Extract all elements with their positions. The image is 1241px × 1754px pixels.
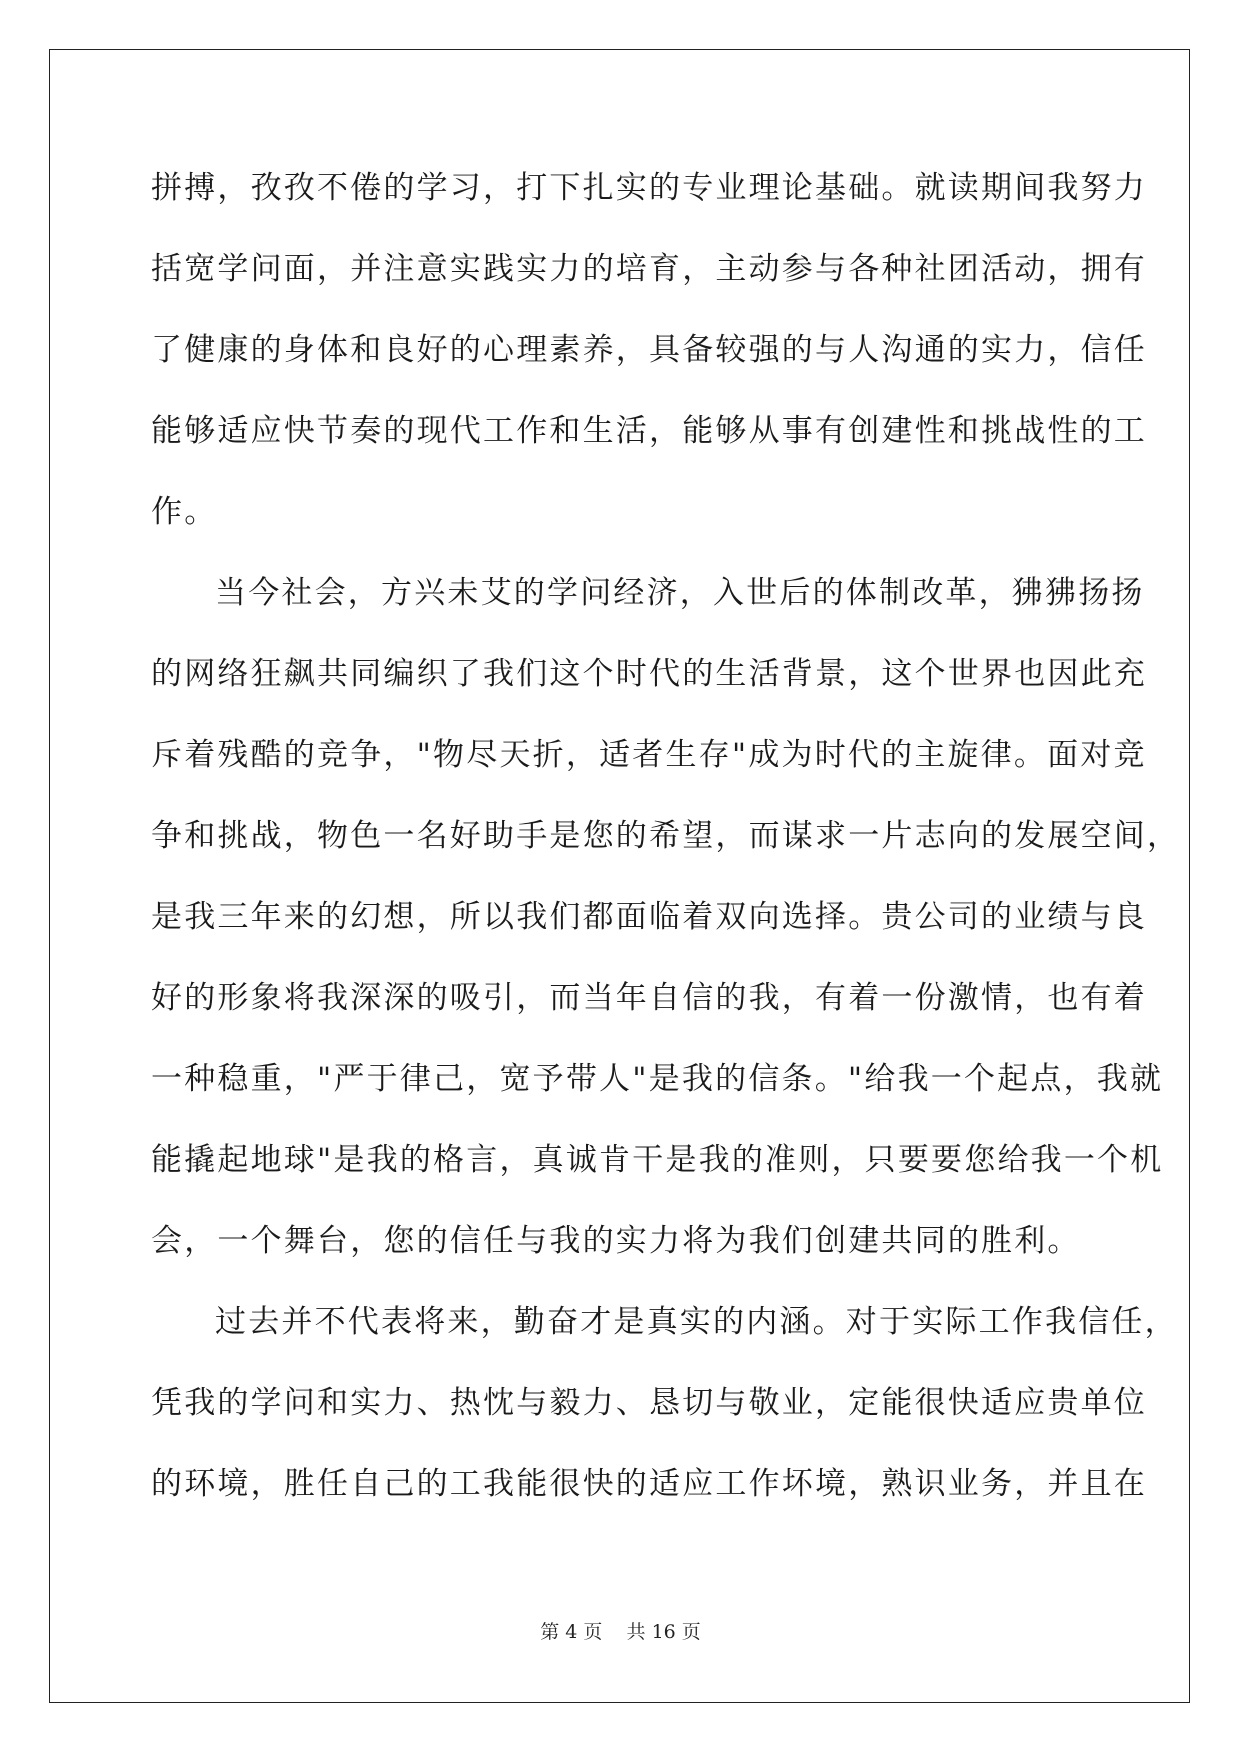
body-line: 一种稳重，"严于律己，宽予带人"是我的信条。"给我一个起点，我就	[151, 1061, 1164, 1097]
body-line: 斥着残酷的竞争，"物尽天折，适者生存"成为时代的主旋律。面对竞	[151, 737, 1147, 773]
body-line: 的网络狂飙共同编织了我们这个时代的生活背景，这个世界也因此充	[151, 656, 1147, 692]
body-line: 凭我的学问和实力、热忱与毅力、恳切与敬业，定能很快适应贵单位	[151, 1385, 1147, 1421]
page-number-footer: 第 4 页 共 16 页	[540, 1621, 701, 1643]
body-line: 能撬起地球"是我的格言，真诚肯干是我的准则，只要要您给我一个机	[151, 1142, 1164, 1178]
body-line: 了健康的身体和良好的心理素养，具备较强的与人沟通的实力，信任	[151, 332, 1147, 368]
document-body	[151, 148, 1181, 1525]
body-line-paragraph-start: 过去并不代表将来，勤奋才是真实的内涵。对于实际工作我信任，	[215, 1304, 1178, 1340]
body-line: 拼搏，孜孜不倦的学习，打下扎实的专业理论基础。就读期间我努力	[151, 170, 1147, 206]
body-line: 能够适应快节奏的现代工作和生活，能够从事有创建性和挑战性的工	[151, 413, 1147, 449]
body-line: 作。	[151, 494, 218, 530]
body-line: 好的形象将我深深的吸引，而当年自信的我，有着一份激情，也有着	[151, 980, 1147, 1016]
body-line-paragraph-start: 当今社会，方兴未艾的学问经济，入世后的体制改革，狒狒扬扬	[215, 575, 1145, 611]
body-line: 是我三年来的幻想，所以我们都面临着双向选择。贵公司的业绩与良	[151, 899, 1147, 935]
body-line: 会，一个舞台，您的信任与我的实力将为我们创建共同的胜利。	[151, 1223, 1081, 1259]
body-line: 括宽学问面，并注意实践实力的培育，主动参与各种社团活动，拥有	[151, 251, 1147, 287]
body-line: 的环境，胜任自己的工我能很快的适应工作坏境，熟识业务，并且在	[151, 1466, 1147, 1502]
body-line: 争和挑战，物色一名好助手是您的希望，而谋求一片志向的发展空间，	[151, 818, 1181, 854]
